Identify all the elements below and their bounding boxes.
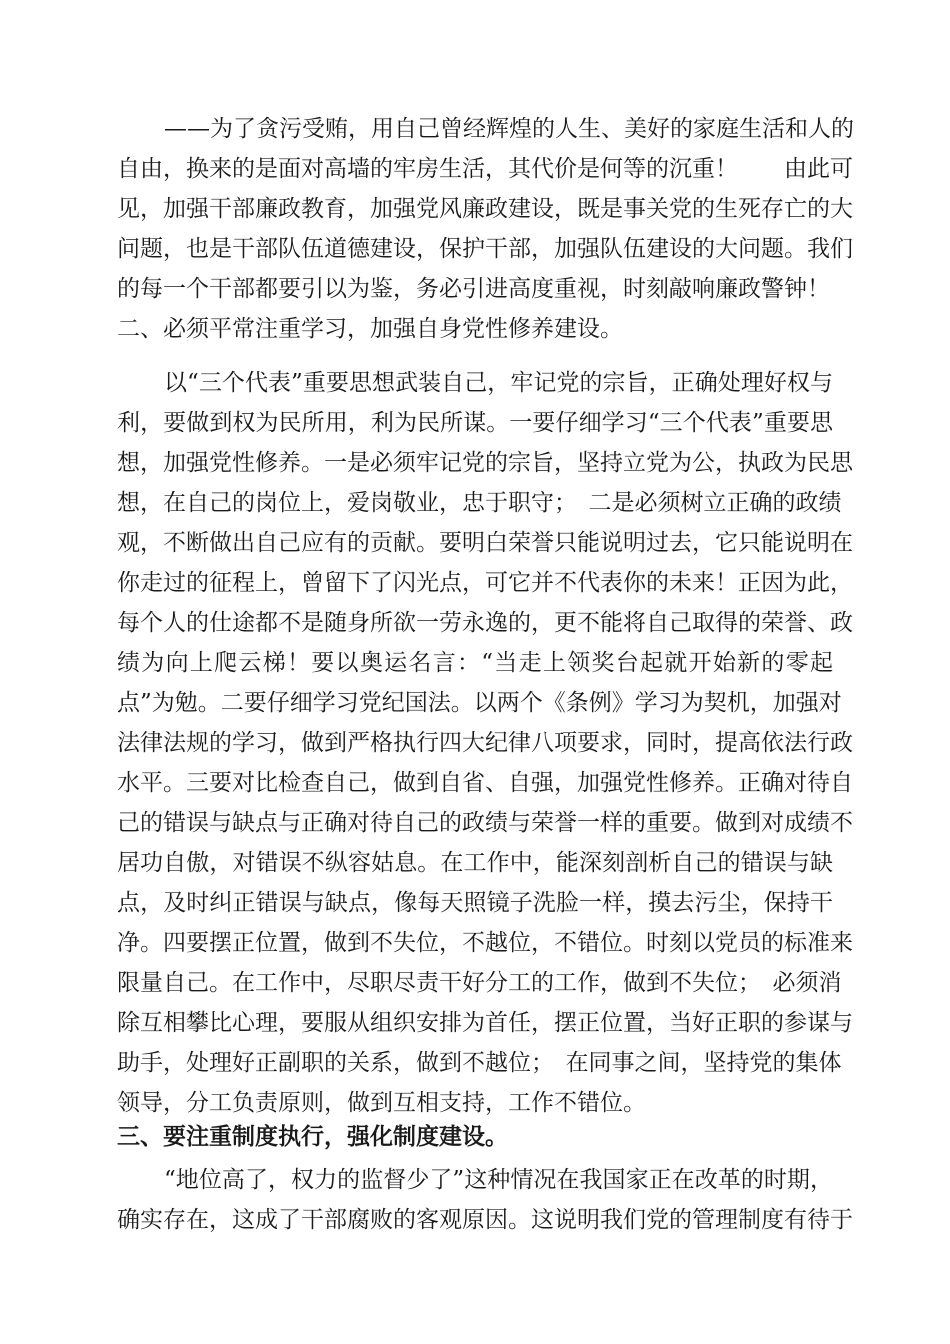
- text-line: 确实存在，这成了干部腐败的客观原因。这说明我们党的管理制度有待于: [117, 1207, 853, 1233]
- text-line: 己的错误与缺点与正确对待自己的政绩与荣誉一样的重要。做到对成绩不: [117, 810, 853, 836]
- text-line: 法律法规的学习，做到严格执行四大纪律八项要求，同时，提高依法行政: [117, 730, 853, 756]
- text-line: 除互相攀比心理，要服从组织安排为首任，摆正位置，当好正职的参谋与: [117, 1010, 853, 1036]
- text-line: 领导，分工负责原则，做到互相支持，工作不错位。: [117, 1090, 646, 1116]
- text-line: 绩为向上爬云梯！要以奥运名言：“当走上领奖台起就开始新的零起: [117, 650, 833, 676]
- section-heading: 三、要注重制度执行，强化制度建设。: [117, 1123, 508, 1150]
- text-line: 居功自傲，对错误不纵容姑息。在工作中，能深刻剖析自己的错误与缺: [117, 850, 833, 876]
- text-line: 点”为勉。二要仔细学习党纪国法。以两个《条例》学习为契机，加强对: [117, 690, 842, 716]
- text-line: ——为了贪污受贿，用自己曾经辉煌的人生、美好的家庭生活和人的: [164, 116, 854, 142]
- text-line: 想，加强党性修养。一是必须牢记党的宗旨，坚持立党为公，执政为民思: [117, 450, 853, 476]
- text-line: 每个人的仕途都不是随身所欲一劳永逸的，更不能将自己取得的荣誉、政: [117, 610, 853, 636]
- text-line: 问题，也是干部队伍道德建设，保护干部，加强队伍建设的大问题。我们: [117, 236, 853, 262]
- text-line: 自由，换来的是面对高墙的牢房生活，其代价是何等的沉重！ 由此可: [117, 156, 853, 182]
- text-line: 以“三个代表”重要思想武装自己，牢记党的宗旨，正确处理好权与: [164, 370, 833, 396]
- section-heading: 二、必须平常注重学习，加强自身党性修养建设。: [117, 316, 623, 342]
- text-line: 观，不断做出自己应有的贡献。要明白荣誉只能说明过去，它只能说明在: [117, 530, 853, 556]
- text-line: 想，在自己的岗位上，爱岗敬业，忠于职守； 二是必须树立正确的政绩: [117, 490, 842, 516]
- text-line: 水平。三要对比检查自己，做到自省、自强，加强党性修养。正确对待自: [117, 770, 853, 796]
- text-line: 净。四要摆正位置，做到不失位，不越位，不错位。时刻以党员的标准来: [117, 930, 853, 956]
- text-line: 的每一个干部都要引以为鉴，务必引进高度重视，时刻敲响廉政警钟！: [117, 276, 830, 302]
- text-line: 限量自己。在工作中，尽职尽责干好分工的工作，做到不失位； 必须消: [117, 970, 842, 996]
- text-line: 你走过的征程上，曾留下了闪光点，可它并不代表你的未来！正因为此，: [117, 570, 853, 596]
- text-line: 助手，处理好正副职的关系，做到不越位； 在同事之间，坚持党的集体: [117, 1050, 842, 1076]
- text-line: “地位高了，权力的监督少了”这种情况在我国家正在改革的时期，: [164, 1167, 833, 1193]
- text-line: 利，要做到权为民所用，利为民所谋。一要仔细学习“三个代表”重要思: [117, 410, 833, 436]
- text-line: 见，加强干部廉政教育，加强党风廉政建设，既是事关党的生死存亡的大: [117, 196, 853, 222]
- text-line: 点，及时纠正错误与缺点，像每天照镜子洗脸一样，摸去污尘，保持干: [117, 890, 833, 916]
